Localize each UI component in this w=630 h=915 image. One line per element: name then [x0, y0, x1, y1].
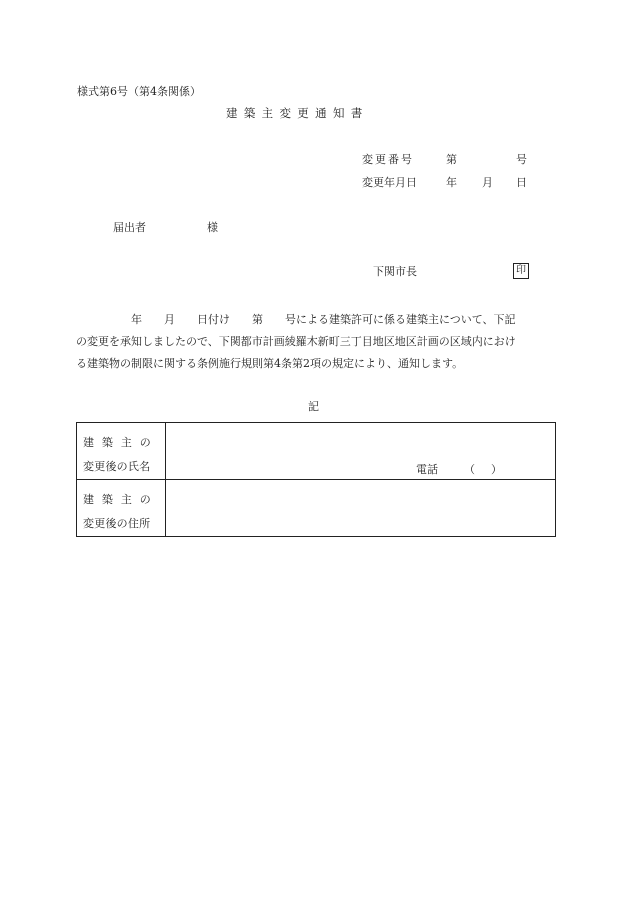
- change-date-month: 月: [482, 176, 493, 189]
- change-number-suffix: 号: [516, 153, 527, 166]
- row-label-line2: 変更後の氏名: [83, 460, 151, 473]
- table-row: [77, 423, 556, 480]
- address-value-cell: [166, 480, 556, 537]
- change-number-prefix: 第: [446, 153, 457, 166]
- document-title: 建築主変更通知書: [226, 106, 369, 120]
- phone-open-paren: （: [464, 463, 475, 476]
- row-label-name: [77, 423, 166, 480]
- change-date-label: 変更年月日: [362, 176, 417, 189]
- row-label-line1: 建築主の: [83, 436, 159, 449]
- change-number-label: 変更番号: [362, 153, 414, 166]
- phone-close-paren: ）: [491, 463, 502, 476]
- table-row: [77, 480, 556, 537]
- issuer-name: 下関市長: [373, 265, 417, 278]
- phone-label: 電話: [416, 463, 438, 476]
- seal-stamp: 印: [513, 263, 529, 279]
- row-label-address: [77, 480, 166, 537]
- notifier-label: 届出者: [113, 221, 146, 234]
- change-record-table: [76, 422, 556, 537]
- form-number: 様式第6号（第4条関係）: [77, 85, 201, 98]
- ki-heading: 記: [308, 400, 319, 413]
- name-value-cell: [166, 423, 556, 480]
- change-date-year: 年: [446, 176, 457, 189]
- notice-body: 年 月 日付け 第 号による建築許可に係る建築主について、下記 の変更を承知しましたので、下関都市計画綾羅木新町三丁目地区地区計画の区域内におけ る建築物の制限に関する条例施行規則第4条第2項の規定により、通知します。: [76, 313, 516, 370]
- notifier-honorific: 様: [207, 221, 218, 234]
- row-label-line1: 建築主の: [83, 493, 159, 506]
- change-date-day: 日: [516, 176, 527, 189]
- row-label-line2: 変更後の住所: [83, 517, 151, 530]
